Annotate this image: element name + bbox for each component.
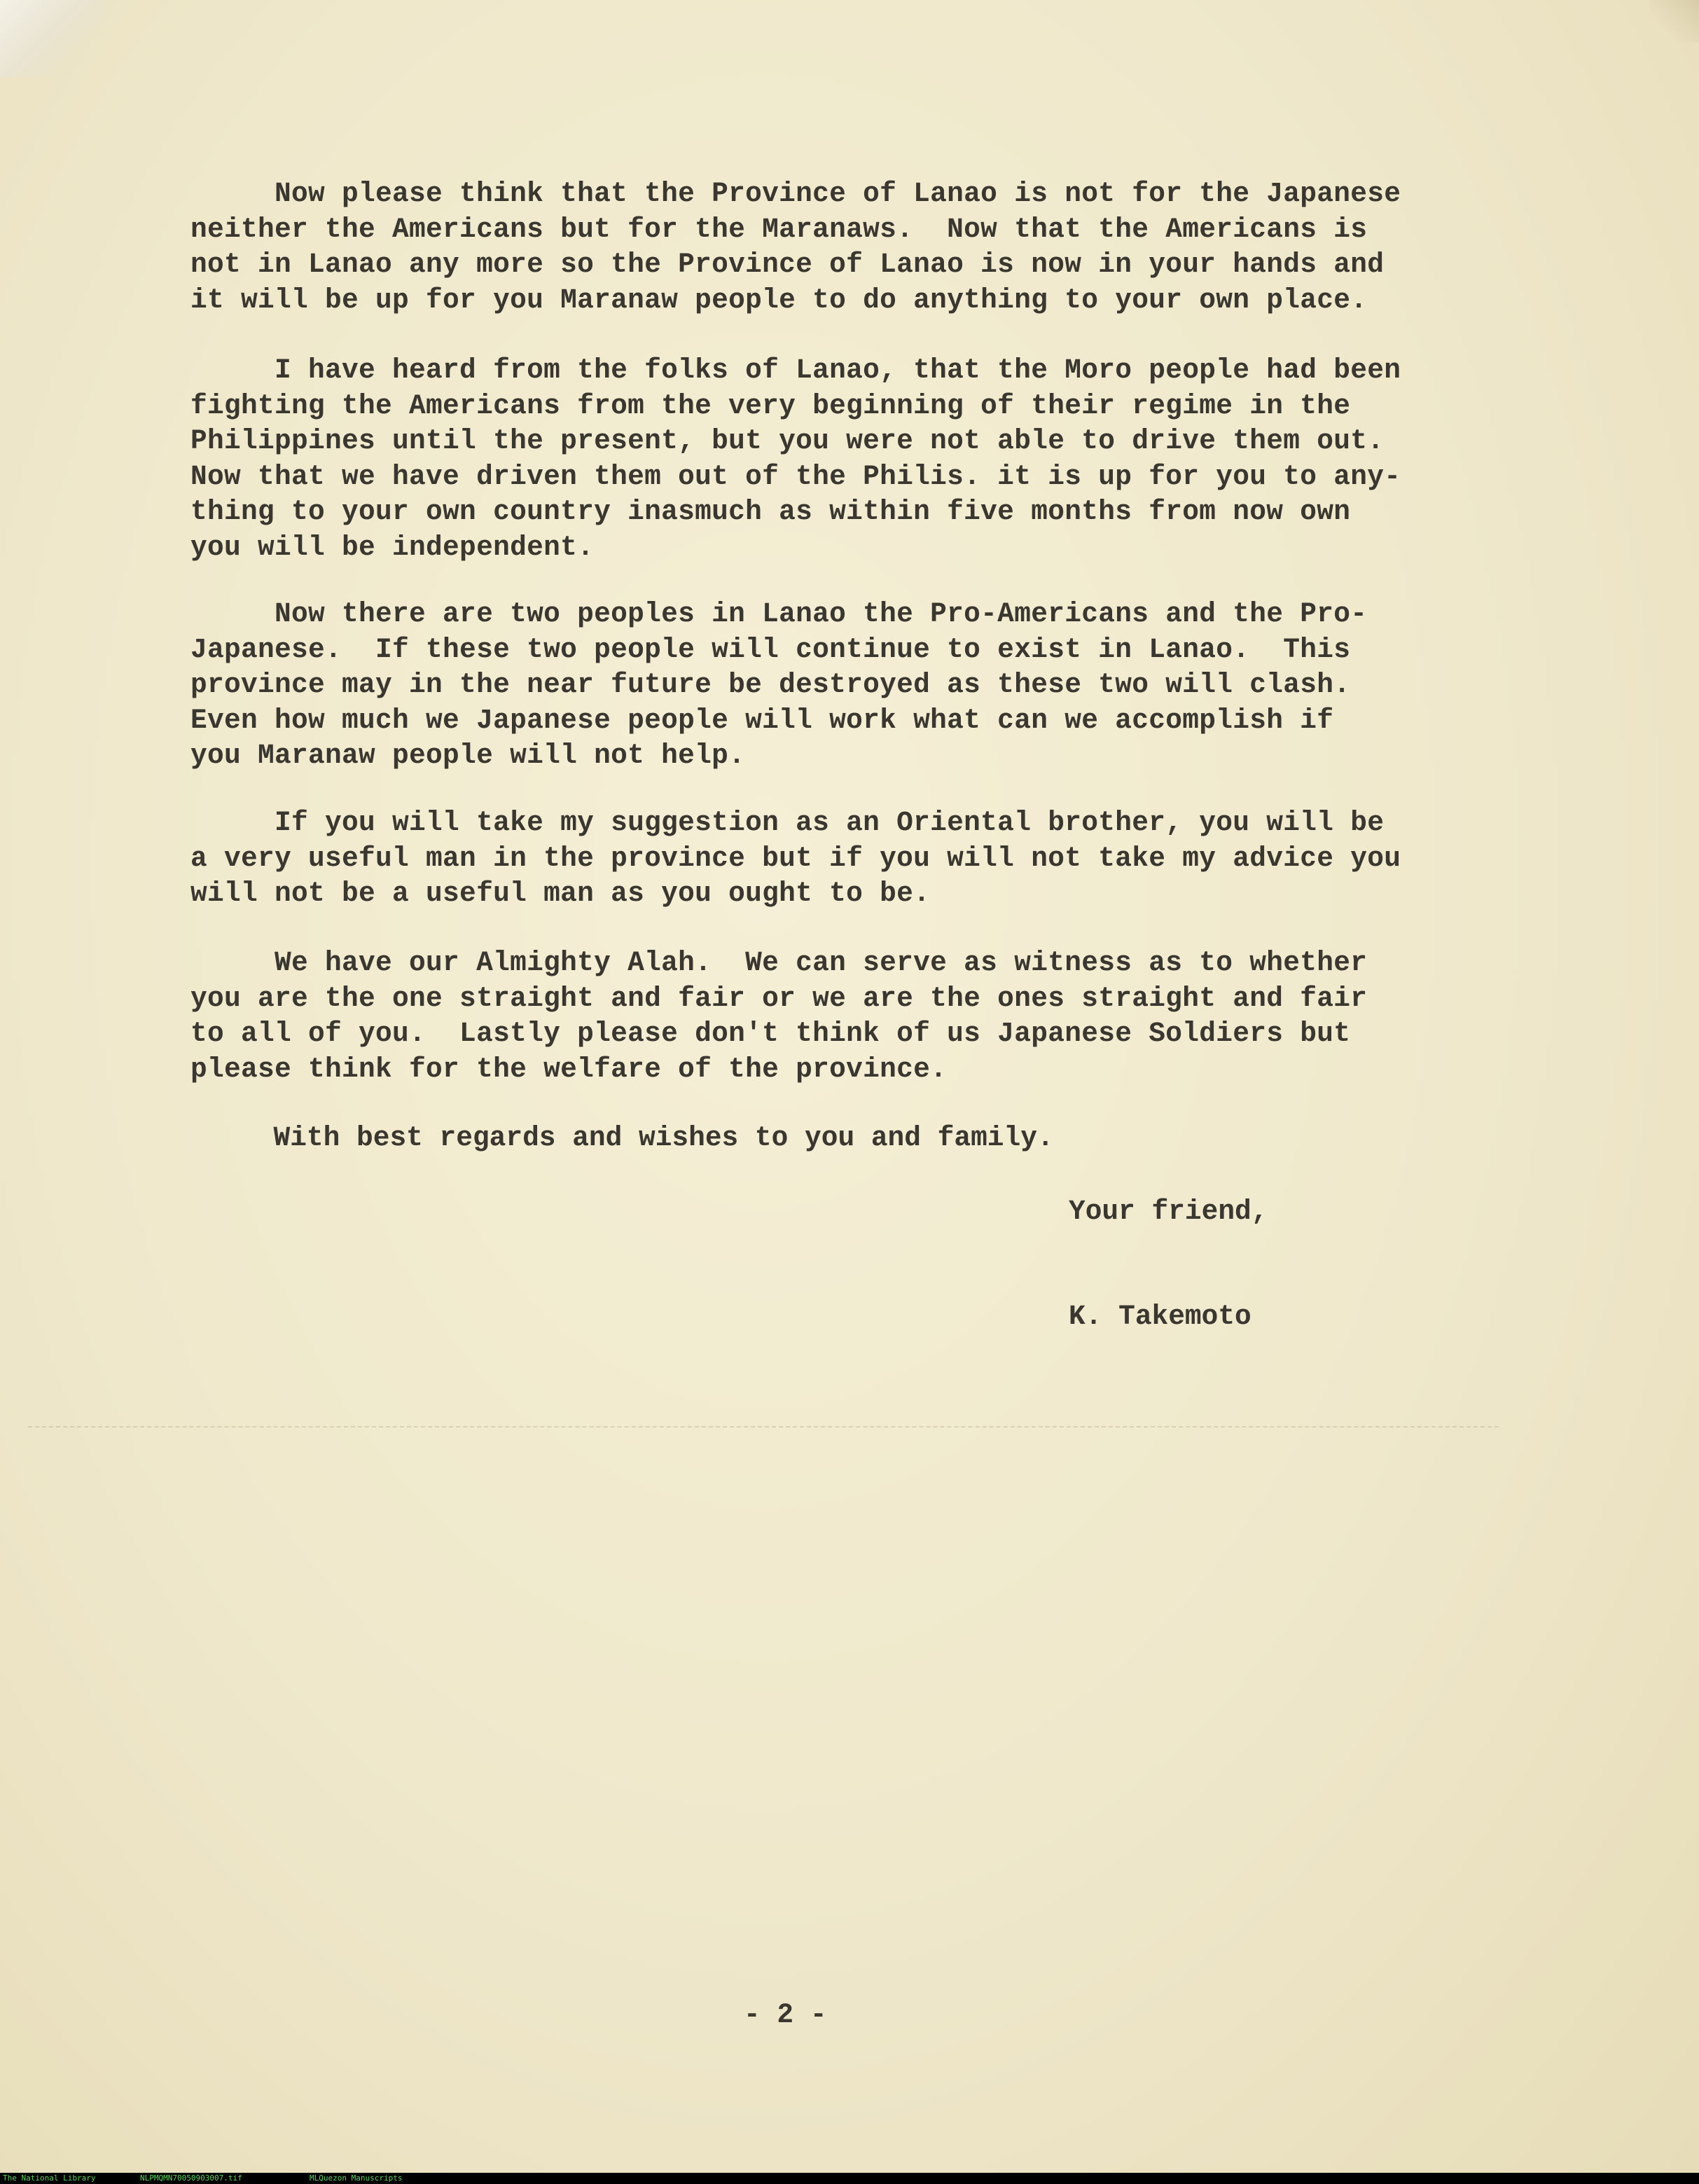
footer-collection: MLQuezon Manuscripts [310,2173,403,2183]
paragraph-2: I have heard from the folks of Lanao, that the Moro people had been fighting the Americans from the very beginning of their regime in the Philippines until the present, but you were not able to drive them out. Now that we have driven them out of the Philis. it is up for you to any- thing to your own country inasmuch as within five months from now own you will be independent. [190,354,1401,563]
folded-corner [1650,0,1699,42]
signature-name: K. Takemoto [1069,1301,1251,1332]
paragraph-5: We have our Almighty Alah. We can serve as witness as to whether you are the one straight and fair or we are the ones straight and fair to all of you. Lastly please don't think of us Japanese Soldiers but please think for the welfare of the province. [190,947,1368,1085]
footer-library: The National Library [3,2173,96,2183]
footer-filename: NLPMQMN70050903007.tif [140,2173,242,2183]
paper-fold-line [28,1426,1499,1428]
closing-line: With best regards and wishes to you and family. [190,1122,1054,1154]
valediction: Your friend, [1069,1196,1268,1227]
page-number: - 2 - [744,1999,827,2031]
paragraph-3: Now there are two peoples in Lanao the Pro-Americans and the Pro- Japanese. If these two people will continue to exist in Lanao. This province may in the near future be destroyed as these two will clash. Even how much we Japanese people will work what can we accomplish if you Maranaw people will not help. [190,598,1368,771]
paragraph-4: If you will take my suggestion as an Oriental brother, you will be a very useful man in the province but if you will not take my advice you will not be a useful man as you ought to be. [190,807,1401,909]
torn-corner [0,0,105,77]
archive-footer-bar [0,2173,1699,2184]
paragraph-1: Now please think that the Province of Lanao is not for the Japanese neither the Americans but for the Maranaws. Now that the Americans is not in Lanao any more so the Province of Lanao is now in your hands and it will be up for you Maranaw people to do anything to your own place. [190,178,1401,316]
